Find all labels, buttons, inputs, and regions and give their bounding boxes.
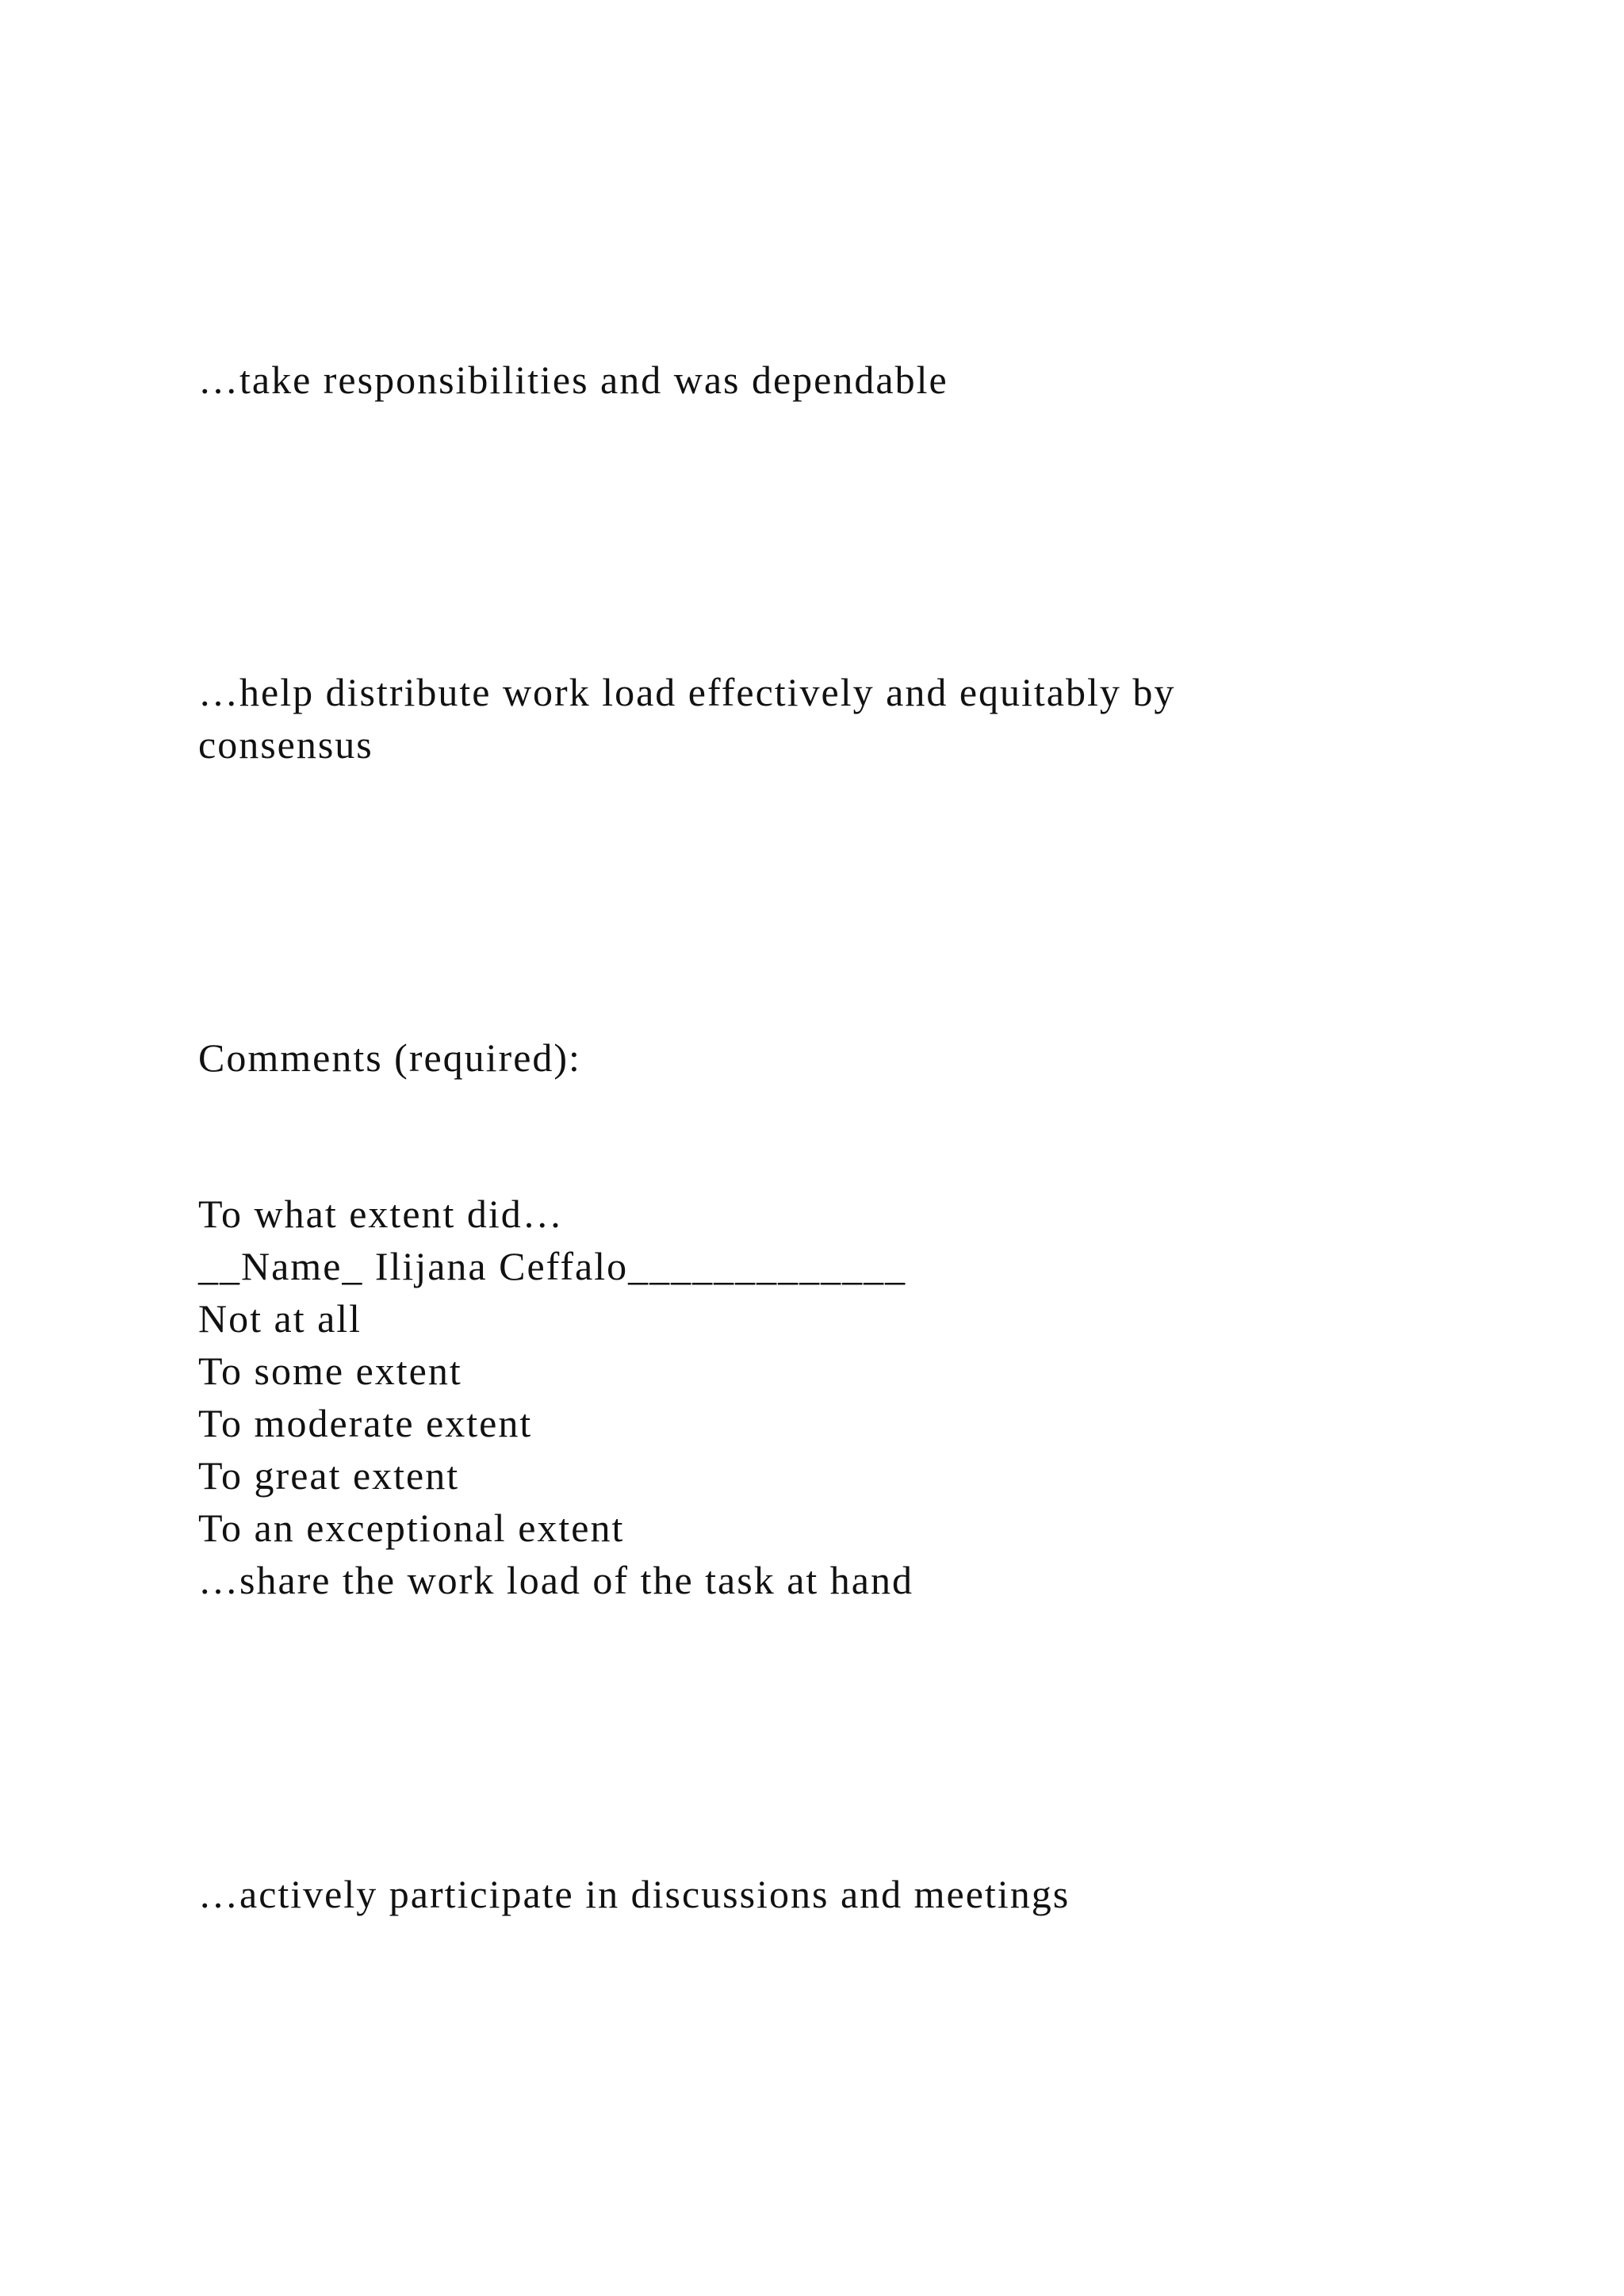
scale-option-moderate-extent: To moderate extent: [198, 1401, 533, 1445]
scale-option-exceptional-extent: To an exceptional extent: [198, 1506, 625, 1550]
scale-option-not-at-all: Not at all: [198, 1296, 362, 1341]
item-share-workload: …share the work load of the task at hand: [198, 1558, 914, 1602]
question-prompt: To what extent did…: [198, 1192, 564, 1236]
name-line: __Name_ Ilijana Ceffalo_____________: [198, 1244, 907, 1288]
item-distribute-workload-line-2: consensus: [198, 722, 373, 767]
item-take-responsibilities: …take responsibilities and was dependable: [198, 358, 948, 402]
scale-option-some-extent: To some extent: [198, 1349, 462, 1393]
comments-label: Comments (required):: [198, 1035, 581, 1080]
scale-option-great-extent: To great extent: [198, 1453, 460, 1498]
item-distribute-workload-line-1: …help distribute work load effectively and equitably by: [198, 670, 1176, 714]
item-participate-discussions: …actively participate in discussions and meetings: [198, 1872, 1071, 1916]
